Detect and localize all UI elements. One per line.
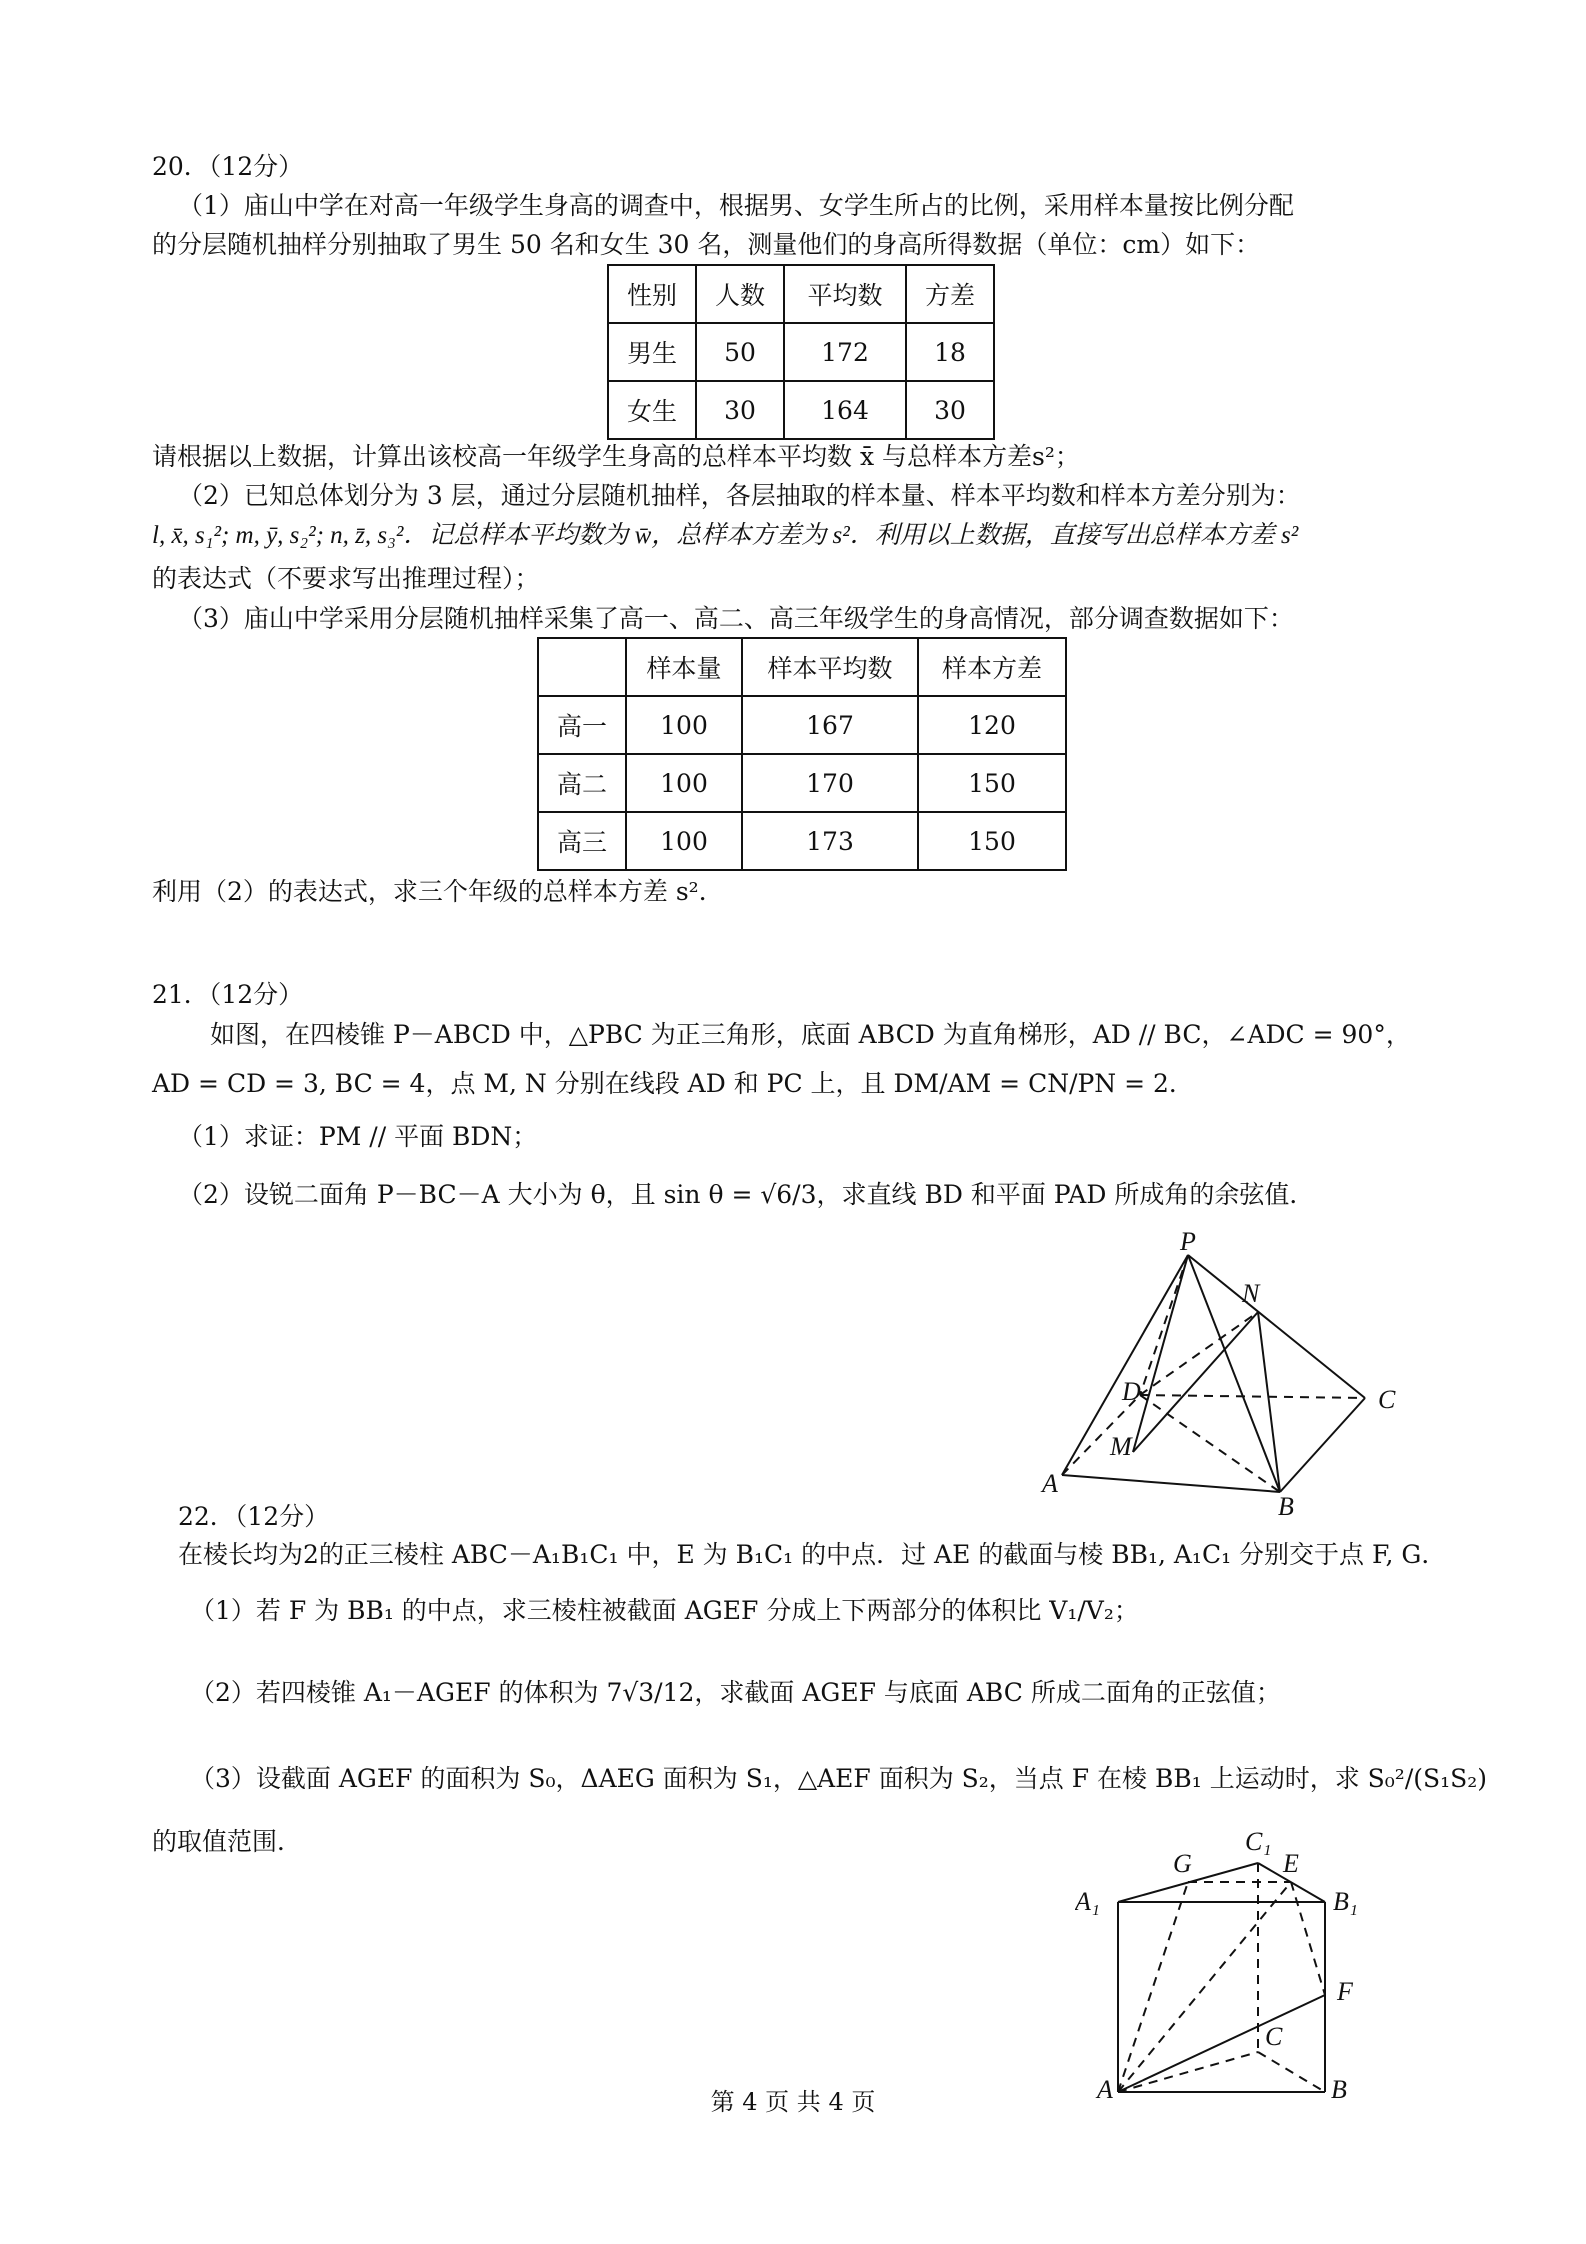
q21-line2: AD = CD = 3, BC = 4，点 M, N 分别在线段 AD 和 PC 上，且 DM/AM = CN/PN = 2． [152,1069,1194,1098]
q20-part1-line3: 请根据以上数据，计算出该校高一年级学生身高的总样本平均数 x̄ 与总样本方差s²； [152,442,1080,471]
label-c: C [1265,2022,1283,2051]
q22-header: 22．（12分） [178,1502,330,1531]
table-cell: 30 [906,381,994,439]
q20-part2-line2: l, x̄, s₁²; m, ȳ, s₂²; n, z̄, s₃²．记总样本平均数为 w̄，总样本方差为 s²．利用以上数据，直接写出总样本方差 s² [152,522,1299,549]
label-e: E [1283,1849,1299,1878]
table-header-cell: 样本平均数 [742,638,918,696]
q20-part1-line1: （1）庙山中学在对高一年级学生身高的调查中，根据男、女学生所占的比例，采用样本量按比例分配 [178,191,1294,220]
table-cell: 120 [918,696,1066,754]
label-f: F [1337,1977,1353,2006]
table-header-cell: 样本方差 [918,638,1066,696]
table-cell: 164 [784,381,906,439]
q20-part3-line2: 利用（2）的表达式，求三个年级的总样本方差 s²． [152,877,724,906]
q20-part2-line3: 的表达式（不要求写出推理过程）； [152,564,540,593]
label-g: G [1173,1849,1192,1878]
q22-part3-cont: 的取值范围． [152,1827,303,1856]
label-a: A [1097,2075,1113,2100]
table-row [538,812,1066,870]
table-cell: 男生 [608,323,696,381]
label-c: C [1378,1385,1396,1414]
label-m: M [1110,1432,1132,1461]
label-n: N [1242,1279,1260,1308]
table-cell: 高一 [538,696,626,754]
table-header-cell: 人数 [696,265,784,323]
table-cell: 30 [696,381,784,439]
pyramid-figure [1040,1230,1420,1520]
page-footer: 第 4 页 共 4 页 [710,2088,876,2116]
table-cell: 172 [784,323,906,381]
prism-figure [1075,1810,1375,2100]
table-row [538,696,1066,754]
table-cell: 女生 [608,381,696,439]
table-header-cell: 性别 [608,265,696,323]
q20-part1-line2: 的分层随机抽样分别抽取了男生 50 名和女生 30 名，测量他们的身高所得数据（单位：cm）如下： [152,230,1261,259]
table-cell: 100 [626,812,742,870]
label-d: D [1122,1377,1141,1406]
table-cell: 18 [906,323,994,381]
label-a: A [1042,1469,1058,1498]
table-row [608,323,994,381]
table-cell: 170 [742,754,918,812]
table-cell: 100 [626,696,742,754]
table-cell: 150 [918,754,1066,812]
table1-header-row [608,265,994,323]
q21-line1: 如图，在四棱锥 P－ABCD 中，△PBC 为正三角形，底面 ABCD 为直角梯形，AD // BC，∠ADC = 90°， [210,1020,1411,1049]
table-header-cell: 方差 [906,265,994,323]
table-cell: 150 [918,812,1066,870]
q20-part2-line1: （2）已知总体划分为 3 层，通过分层随机抽样，各层抽取的样本量、样本平均数和样本方差分别为： [178,481,1301,510]
table-cell: 高三 [538,812,626,870]
q21-header: 21．（12分） [152,980,304,1009]
q22-line1: 在棱长均为2的正三棱柱 ABC－A₁B₁C₁ 中，E 为 B₁C₁ 的中点．过 AE 的截面与棱 BB₁, A₁C₁ 分别交于点 F, G． [178,1540,1447,1569]
q20-part3-line1: （3）庙山中学采用分层随机抽样采集了高一、高二、高三年级学生的身高情况，部分调查数据如下： [178,604,1294,633]
gender-height-table [607,264,995,440]
q21-part2: （2）设锐二面角 P－BC－A 大小为 θ，且 sin θ = √6/3，求直线 BD 和平面 PAD 所成角的余弦值． [178,1180,1315,1209]
q22-part3: （3）设截面 AGEF 的面积为 S₀，ΔAEG 面积为 S₁，△AEF 面积为 S₂，当点 F 在棱 BB₁ 上运动时，求 S₀²/(S₁S₂) [190,1764,1488,1793]
table-row [608,381,994,439]
table-row [538,754,1066,812]
table-header-cell: 平均数 [784,265,906,323]
table-header-cell: 样本量 [626,638,742,696]
table-cell: 167 [742,696,918,754]
label-a1: A₁ [1075,1887,1100,1916]
table-header-cell [538,638,626,696]
label-b1: B₁ [1333,1887,1358,1916]
q22-part2: （2）若四棱锥 A₁－AGEF 的体积为 7√3/12，求截面 AGEF 与底面 ABC 所成二面角的正弦值； [190,1678,1281,1707]
label-b: B [1331,2075,1347,2100]
q20-header: 20．（12分） [152,152,304,181]
q22-part1: （1）若 F 为 BB₁ 的中点，求三棱柱被截面 AGEF 分成上下两部分的体积比 V₁/V₂； [190,1596,1139,1625]
table-cell: 100 [626,754,742,812]
table-cell: 50 [696,323,784,381]
table-cell: 高二 [538,754,626,812]
label-p: P [1180,1230,1196,1256]
label-b: B [1278,1492,1294,1520]
q21-part1: （1）求证：PM // 平面 BDN； [178,1122,538,1151]
label-c1: C₁ [1245,1827,1272,1856]
table-cell: 173 [742,812,918,870]
grade-height-table [537,637,1067,871]
table2-header-row [538,638,1066,696]
